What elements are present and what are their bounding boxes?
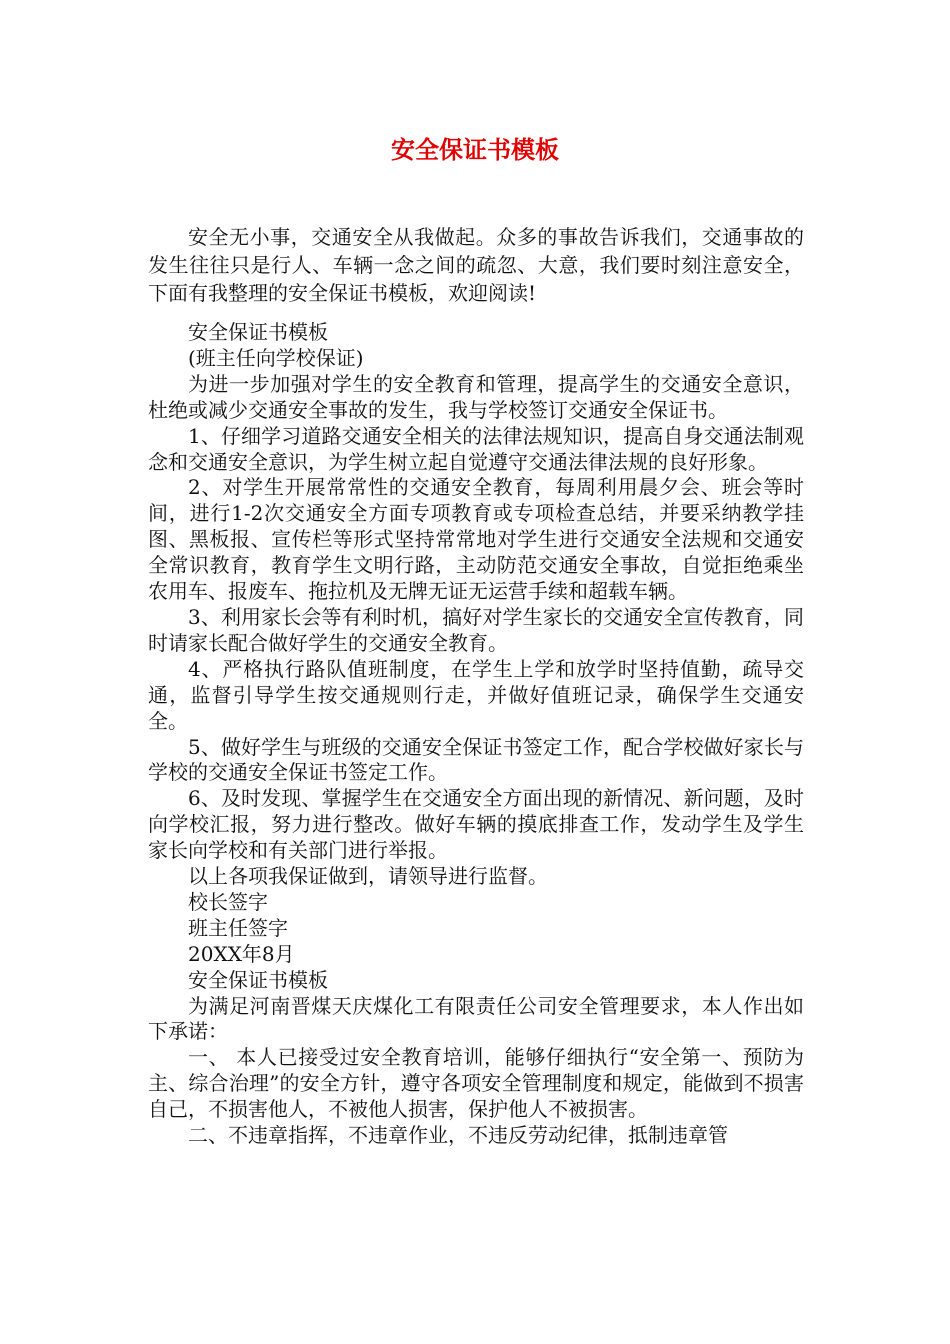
paragraph: 为进一步加强对学生的安全教育和管理，提高学生的交通安全意识，杜绝或减少交通安全事故的发生，我与学校签订交通安全保证书。 xyxy=(148,371,804,422)
signature-line: 校长签字 xyxy=(188,889,268,914)
section-heading: 安全保证书模板 xyxy=(188,967,328,992)
paragraph: 3、利用家长会等有利时机，搞好对学生家长的交通安全宣传教育，同时请家长配合做好学生的交通安全教育。 xyxy=(148,604,804,655)
paragraph: (班主任向学校保证) xyxy=(188,345,364,370)
intro-paragraph: 安全无小事，交通安全从我做起。众多的事故告诉我们，交通事故的发生往往只是行人、车辆一念之间的疏忽、大意，我们要时刻注意安全，下面有我整理的安全保证书模板，欢迎阅读! xyxy=(148,225,804,305)
paragraph: 为满足河南晋煤天庆煤化工有限责任公司安全管理要求，本人作出如下承诺： xyxy=(148,993,804,1044)
paragraph: 6、及时发现、掌握学生在交通安全方面出现的新情况、新问题，及时向学校汇报，努力进行整改。做好车辆的摸底排查工作，发动学生及学生家长向学校和有关部门进行举报。 xyxy=(148,786,804,863)
document-title: 安全保证书模板 xyxy=(391,136,559,164)
paragraph: 2、对学生开展常常性的交通安全教育，每周利用晨夕会、班会等时间，进行1-2次交通安全方面专项教育或专项检查总结，并要采纳教学挂图、黑板报、宣传栏等形式坚持常常地对学生进行交通安全法规和交通安全常识教育，教育学生文明行路，主动防范交通安全事故，自觉拒绝乘坐农用车、报废车、拖拉机及无牌无证无运营手续和超载车辆。 xyxy=(148,475,804,604)
paragraph: 5、做好学生与班级的交通安全保证书签定工作，配合学校做好家长与学校的交通安全保证书签定工作。 xyxy=(148,734,804,785)
paragraph: 二、不违章指挥，不违章作业，不违反劳动纪律，抵制违章管 xyxy=(188,1123,728,1148)
date-line: 20XX年8月 xyxy=(188,941,295,966)
paragraph: 以上各项我保证做到，请领导进行监督。 xyxy=(188,864,548,889)
document-body xyxy=(148,320,804,1149)
paragraph: 安全保证书模板 xyxy=(188,320,328,344)
paragraph: 4、严格执行路队值班制度，在学生上学和放学时坚持值勤，疏导交通，监督引导学生按交通规则行走，并做好值班记录，确保学生交通安全。 xyxy=(148,656,804,733)
paragraph: 一、 本人已接受过安全教育培训，能够仔细执行“安全第一、预防为主、综合治理”的安全方针，遵守各项安全管理制度和规定，能做到不损害自己，不损害他人，不被他人损害，保护他人不被损害。 xyxy=(148,1045,804,1122)
signature-line: 班主任签字 xyxy=(188,915,288,940)
paragraph: 1、仔细学习道路交通安全相关的法律法规知识，提高自身交通法制观念和交通安全意识，为学生树立起自觉遵守交通法律法规的良好形象。 xyxy=(148,423,804,474)
intro-section xyxy=(148,223,804,307)
